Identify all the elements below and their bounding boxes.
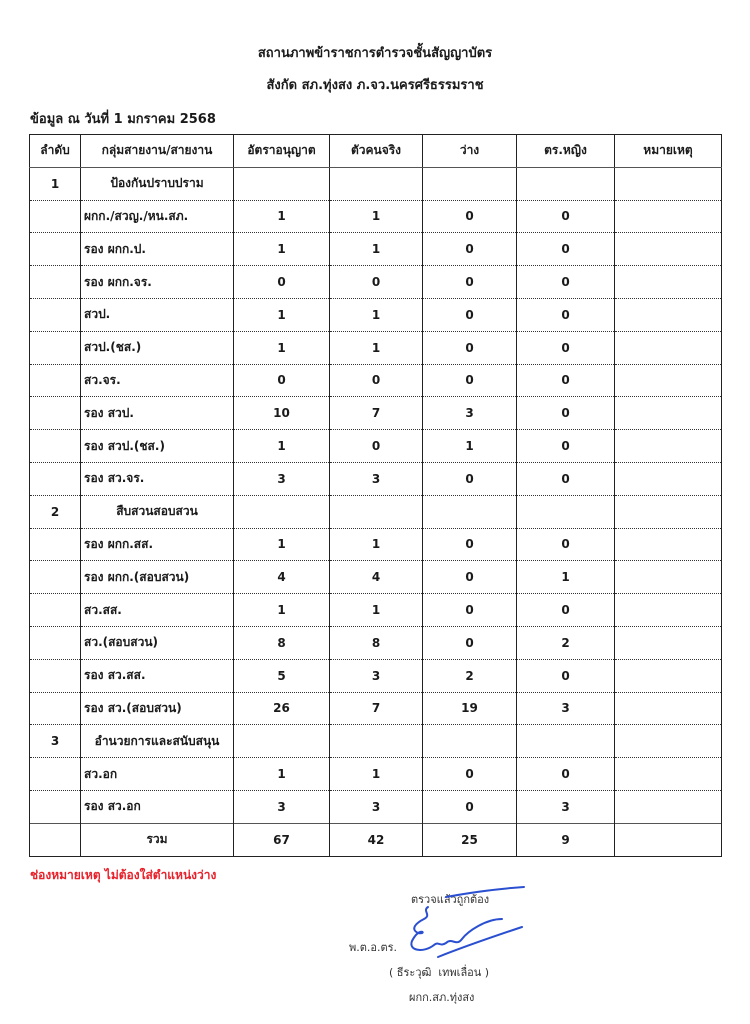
position-name-cell: สว.สส. <box>81 594 234 627</box>
vacant-count-cell: 0 <box>423 462 517 495</box>
position-name-cell: รอง สว.(สอบสวน) <box>81 692 234 725</box>
allowed-count-cell: 5 <box>234 659 330 692</box>
document-subtitle: สังกัด สภ.ทุ่งสง ภ.จว.นครศรีธรรมราช <box>266 78 484 93</box>
row-number-cell <box>30 561 81 594</box>
allowed-count-cell: 0 <box>234 266 330 299</box>
female-count-cell: 2 <box>517 626 615 659</box>
row-number-cell: 2 <box>30 495 81 528</box>
remark-cell <box>615 266 722 299</box>
remark-cell <box>615 495 722 528</box>
female-count-cell: 0 <box>517 397 615 430</box>
table-row <box>30 594 722 627</box>
actual-count-cell: 7 <box>330 397 423 430</box>
column-header: ตัวคนจริง <box>330 135 423 168</box>
allowed-count-cell: 1 <box>234 758 330 791</box>
female-count-cell: 0 <box>517 298 615 331</box>
vacant-count-cell <box>423 725 517 758</box>
row-number-cell <box>30 200 81 233</box>
total-remark <box>615 823 722 856</box>
remark-cell <box>615 364 722 397</box>
table-row <box>30 561 722 594</box>
column-header: หมายเหตุ <box>615 135 722 168</box>
allowed-count-cell: 1 <box>234 200 330 233</box>
female-count-cell: 0 <box>517 266 615 299</box>
actual-count-cell: 1 <box>330 594 423 627</box>
allowed-count-cell: 8 <box>234 626 330 659</box>
actual-count-cell <box>330 495 423 528</box>
column-header: ตร.หญิง <box>517 135 615 168</box>
actual-count-cell: 0 <box>330 364 423 397</box>
remark-note: ช่องหมายเหตุ ไม่ต้องใส่ตำแหน่งว่าง <box>30 868 217 882</box>
position-name-cell: ผกก./สวญ./หน.สภ. <box>81 200 234 233</box>
table-row <box>30 430 722 463</box>
allowed-count-cell: 10 <box>234 397 330 430</box>
table-row <box>30 758 722 791</box>
table-row <box>30 331 722 364</box>
signature-stroke <box>411 907 502 950</box>
table-row <box>30 790 722 823</box>
vacant-count-cell: 1 <box>423 430 517 463</box>
remark-cell <box>615 397 722 430</box>
total-actual: 42 <box>330 823 423 856</box>
vacant-count-cell <box>423 167 517 200</box>
position-name-cell: รอง สว.สส. <box>81 659 234 692</box>
table-row <box>30 659 722 692</box>
female-count-cell <box>517 167 615 200</box>
actual-count-cell <box>330 167 423 200</box>
position-name-cell: อำนวยการและสนับสนุน <box>81 725 234 758</box>
table-row <box>30 462 722 495</box>
position-name-cell: สืบสวนสอบสวน <box>81 495 234 528</box>
vacant-count-cell: 0 <box>423 528 517 561</box>
row-number-cell <box>30 397 81 430</box>
staff-status-table <box>29 134 722 857</box>
position-name-cell: สวป. <box>81 298 234 331</box>
signature-stroke <box>446 887 524 897</box>
row-number-cell <box>30 430 81 463</box>
remark-cell <box>615 331 722 364</box>
row-number-cell <box>30 692 81 725</box>
female-count-cell: 0 <box>517 364 615 397</box>
female-count-cell: 0 <box>517 462 615 495</box>
row-number-cell <box>30 266 81 299</box>
table-row <box>30 626 722 659</box>
female-count-cell <box>517 495 615 528</box>
position-name-cell: สว.อก <box>81 758 234 791</box>
remark-cell <box>615 233 722 266</box>
actual-count-cell: 0 <box>330 430 423 463</box>
female-count-cell: 3 <box>517 692 615 725</box>
vacant-count-cell: 0 <box>423 790 517 823</box>
position-name-cell: รอง สวป.(ชส.) <box>81 430 234 463</box>
column-header: ลำดับ <box>30 135 81 168</box>
actual-count-cell: 0 <box>330 266 423 299</box>
table-row <box>30 692 722 725</box>
allowed-count-cell: 3 <box>234 462 330 495</box>
female-count-cell: 3 <box>517 790 615 823</box>
row-number-cell <box>30 364 81 397</box>
remark-cell <box>615 594 722 627</box>
signer-name: ( ธีระวุฒิ เทพเลื่อน ) <box>389 966 490 979</box>
row-number-cell <box>30 659 81 692</box>
document-title: สถานภาพข้าราชการตำรวจชั้นสัญญาบัตร <box>257 46 493 61</box>
position-name-cell: สวป.(ชส.) <box>81 331 234 364</box>
total-allowed: 67 <box>234 823 330 856</box>
row-number-cell <box>30 626 81 659</box>
row-number-cell <box>30 331 81 364</box>
allowed-count-cell: 3 <box>234 790 330 823</box>
remark-cell <box>615 167 722 200</box>
column-header: ว่าง <box>423 135 517 168</box>
total-label: รวม <box>81 823 234 856</box>
female-count-cell: 0 <box>517 200 615 233</box>
row-number-cell <box>30 594 81 627</box>
table-row <box>30 397 722 430</box>
allowed-count-cell: 1 <box>234 233 330 266</box>
position-name-cell: รอง ผกก.จร. <box>81 266 234 299</box>
group-row <box>30 725 722 758</box>
vacant-count-cell: 3 <box>423 397 517 430</box>
position-name-cell: รอง ผกก.ป. <box>81 233 234 266</box>
actual-count-cell: 3 <box>330 659 423 692</box>
remark-cell <box>615 528 722 561</box>
actual-count-cell: 3 <box>330 790 423 823</box>
table-row <box>30 266 722 299</box>
remark-cell <box>615 692 722 725</box>
actual-count-cell: 3 <box>330 462 423 495</box>
position-name-cell: รอง ผกก.สส. <box>81 528 234 561</box>
female-count-cell: 0 <box>517 233 615 266</box>
table-header-row <box>30 135 722 168</box>
vacant-count-cell: 0 <box>423 233 517 266</box>
vacant-count-cell: 0 <box>423 561 517 594</box>
vacant-count-cell: 0 <box>423 298 517 331</box>
row-number-cell: 1 <box>30 167 81 200</box>
female-count-cell: 0 <box>517 594 615 627</box>
vacant-count-cell: 0 <box>423 200 517 233</box>
vacant-count-cell: 0 <box>423 331 517 364</box>
remark-cell <box>615 298 722 331</box>
actual-count-cell: 7 <box>330 692 423 725</box>
allowed-count-cell: 4 <box>234 561 330 594</box>
allowed-count-cell: 1 <box>234 331 330 364</box>
allowed-count-cell <box>234 725 330 758</box>
female-count-cell <box>517 725 615 758</box>
actual-count-cell: 4 <box>330 561 423 594</box>
allowed-count-cell: 1 <box>234 298 330 331</box>
actual-count-cell: 1 <box>330 758 423 791</box>
total-vacant: 25 <box>423 823 517 856</box>
allowed-count-cell: 0 <box>234 364 330 397</box>
actual-count-cell: 1 <box>330 528 423 561</box>
female-count-cell: 1 <box>517 561 615 594</box>
allowed-count-cell <box>234 167 330 200</box>
table-row <box>30 200 722 233</box>
allowed-count-cell: 1 <box>234 528 330 561</box>
group-row <box>30 495 722 528</box>
position-name-cell: สว.(สอบสวน) <box>81 626 234 659</box>
vacant-count-cell <box>423 495 517 528</box>
actual-count-cell: 1 <box>330 298 423 331</box>
handwritten-signature <box>398 885 528 965</box>
actual-count-cell: 1 <box>330 233 423 266</box>
vacant-count-cell: 0 <box>423 364 517 397</box>
actual-count-cell: 1 <box>330 200 423 233</box>
allowed-count-cell: 1 <box>234 594 330 627</box>
remark-cell <box>615 200 722 233</box>
column-header: อัตราอนุญาต <box>234 135 330 168</box>
vacant-count-cell: 19 <box>423 692 517 725</box>
female-count-cell: 0 <box>517 659 615 692</box>
remark-cell <box>615 561 722 594</box>
remark-cell <box>615 626 722 659</box>
remark-cell <box>615 790 722 823</box>
row-number-cell: 3 <box>30 725 81 758</box>
vacant-count-cell: 2 <box>423 659 517 692</box>
total-female: 9 <box>517 823 615 856</box>
position-name-cell: รอง ผกก.(สอบสวน) <box>81 561 234 594</box>
female-count-cell: 0 <box>517 331 615 364</box>
verified-label: ตรวจแล้วถูกต้อง <box>411 893 490 906</box>
vacant-count-cell: 0 <box>423 758 517 791</box>
position-name-cell: ป้องกันปราบปราม <box>81 167 234 200</box>
signer-rank: พ.ต.อ.ตร. <box>349 941 398 954</box>
female-count-cell: 0 <box>517 758 615 791</box>
total-row <box>30 823 722 856</box>
remark-cell <box>615 725 722 758</box>
actual-count-cell: 8 <box>330 626 423 659</box>
table-row <box>30 528 722 561</box>
female-count-cell: 0 <box>517 528 615 561</box>
allowed-count-cell: 1 <box>234 430 330 463</box>
remark-cell <box>615 430 722 463</box>
actual-count-cell: 1 <box>330 331 423 364</box>
row-number-cell <box>30 298 81 331</box>
row-number-cell <box>30 758 81 791</box>
allowed-count-cell <box>234 495 330 528</box>
table-row <box>30 298 722 331</box>
row-number-cell <box>30 528 81 561</box>
total-no-cell <box>30 823 81 856</box>
remark-cell <box>615 758 722 791</box>
remark-cell <box>615 462 722 495</box>
vacant-count-cell: 0 <box>423 626 517 659</box>
column-header: กลุ่มสายงาน/สายงาน <box>81 135 234 168</box>
remark-cell <box>615 659 722 692</box>
position-name-cell: รอง สวป. <box>81 397 234 430</box>
allowed-count-cell: 26 <box>234 692 330 725</box>
table-row <box>30 233 722 266</box>
vacant-count-cell: 0 <box>423 266 517 299</box>
row-number-cell <box>30 462 81 495</box>
table-row <box>30 364 722 397</box>
position-name-cell: รอง สว.จร. <box>81 462 234 495</box>
position-name-cell: รอง สว.อก <box>81 790 234 823</box>
row-number-cell <box>30 233 81 266</box>
group-row <box>30 167 722 200</box>
female-count-cell: 0 <box>517 430 615 463</box>
date-line: ข้อมูล ณ วันที่ 1 มกราคม 2568 <box>30 112 216 127</box>
position-name-cell: สว.จร. <box>81 364 234 397</box>
signer-position: ผกก.สภ.ทุ่งสง <box>409 991 475 1004</box>
row-number-cell <box>30 790 81 823</box>
vacant-count-cell: 0 <box>423 594 517 627</box>
actual-count-cell <box>330 725 423 758</box>
